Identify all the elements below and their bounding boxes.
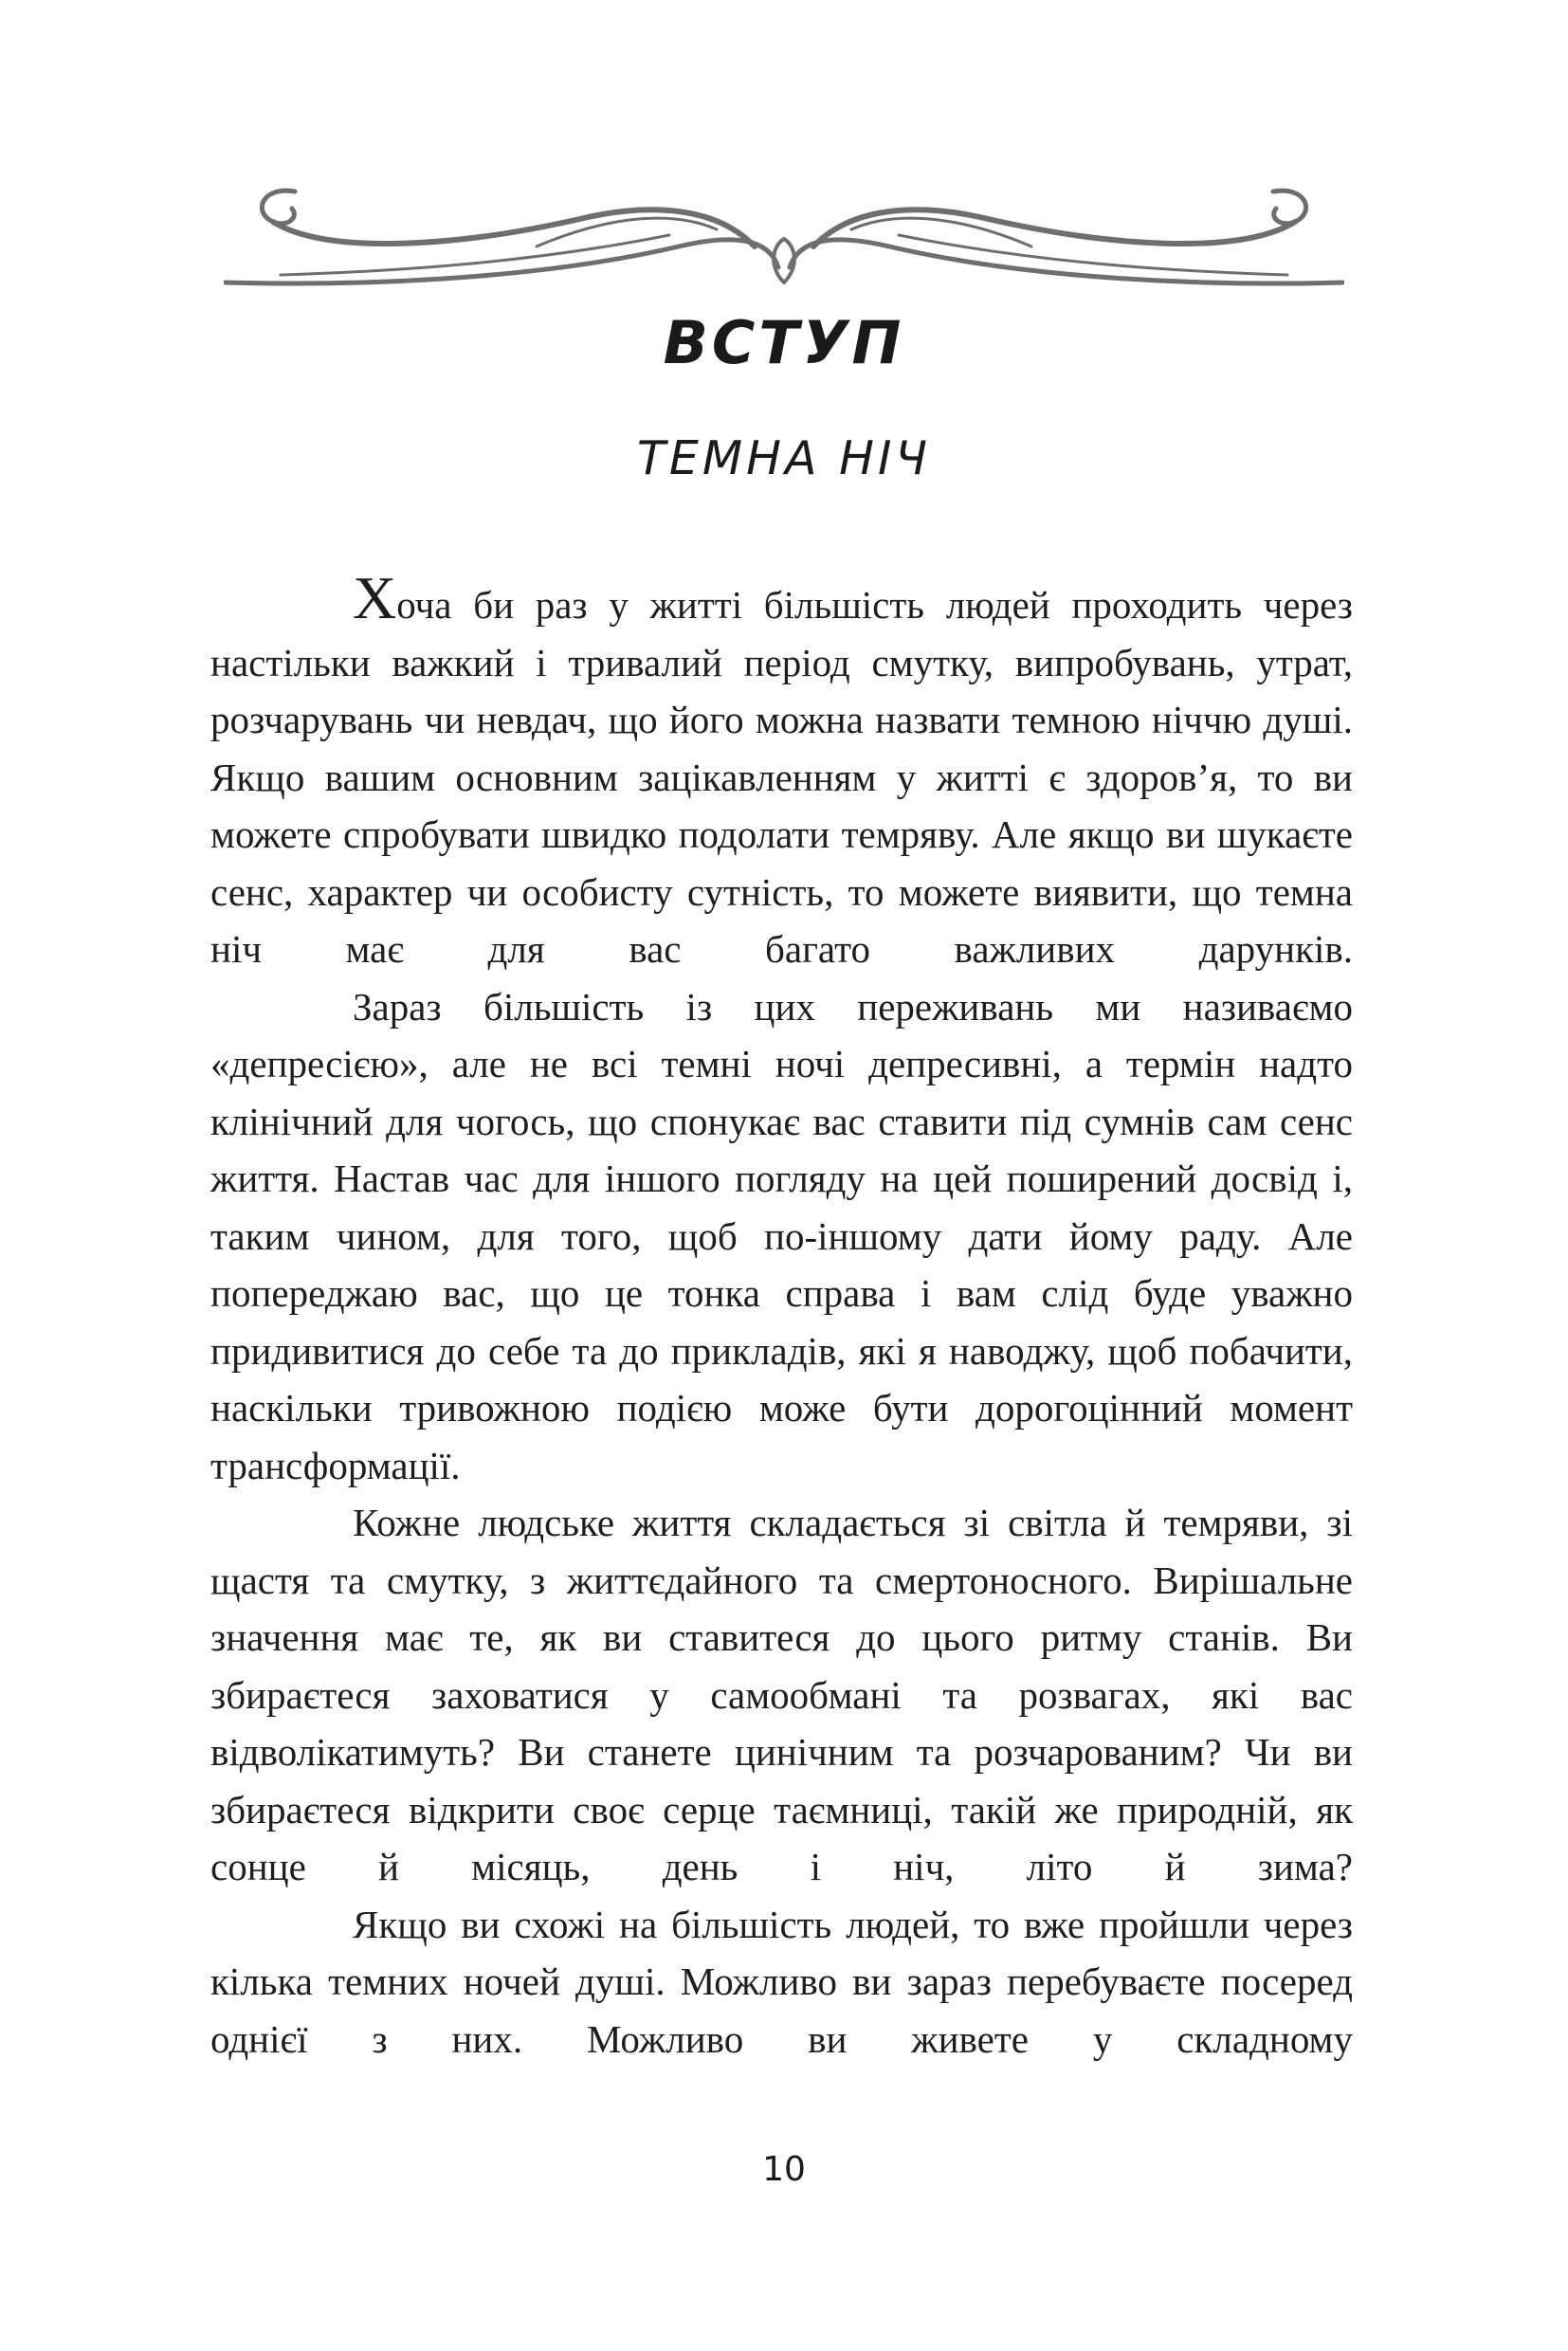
page-number: 10 bbox=[762, 2150, 806, 2189]
drop-cap-letter: Х bbox=[353, 564, 397, 631]
flourish-ornament-icon bbox=[224, 180, 1344, 303]
paragraph-1-text: оча би раз у житті більшість людей проходить через настільки важкий і тривалий період смутку, випробувань, утрат, розчарувань чи невдач, що його можна назвати темною ніччю душі. Якщо вашим основним зацікавленням у житті є здоров’я, то ви можете спробувати швидко подолати темряву. Але якщо ви шукаєте сенс, характер чи особисту сутність, то можете виявити, що темна ніч має для вас багато важливих дарунків. bbox=[210, 583, 1353, 971]
paragraph-2: Зараз більшість із цих переживань ми називаємо «депресією», але не всі темні ночі депресивні, а термін надто клінічний для чогось, що спонукає вас ставити під сумнів сам сенс життя. Настав час для іншого погляду на цей поширений досвід і, таким чином, для того, щоб по-іншому дати йому раду. Але попереджаю вас, що це тонка справа і вам слід буде уважно придивитися до себе та до прикладів, які я наводжу, щоб побачити, наскільки тривожною подією може бути дорогоцінний момент трансформації. bbox=[210, 984, 1353, 1487]
paragraph-3: Кожне людське життя складається зі світла й темряви, зі щастя та смутку, з життєдайного та смертоносного. Вирішальне значення має те, як ви ставитеся до цього ритму станів. Ви збираєтеся заховатися у самообмані та розвагах, які вас відволікатимуть? Ви станете цинічним та розчарованим? Чи ви збираєтеся відкрити своє серце таємниці, такій же природній, як сонце й місяць, день і ніч, літо й зима? bbox=[210, 1501, 1353, 1888]
paragraph-1 bbox=[210, 564, 1353, 978]
paragraph-4: Якщо ви схожі на більшість людей, то вже пройшли через кілька темних ночей душі. Можливо ви зараз перебуваєте посеред однієї з них. Можливо ви живете у складному bbox=[210, 1902, 1353, 2061]
body-text bbox=[210, 564, 1353, 2068]
chapter-title: ВСТУП bbox=[663, 308, 905, 377]
chapter-subtitle: ТЕМНА НІЧ bbox=[637, 431, 931, 485]
